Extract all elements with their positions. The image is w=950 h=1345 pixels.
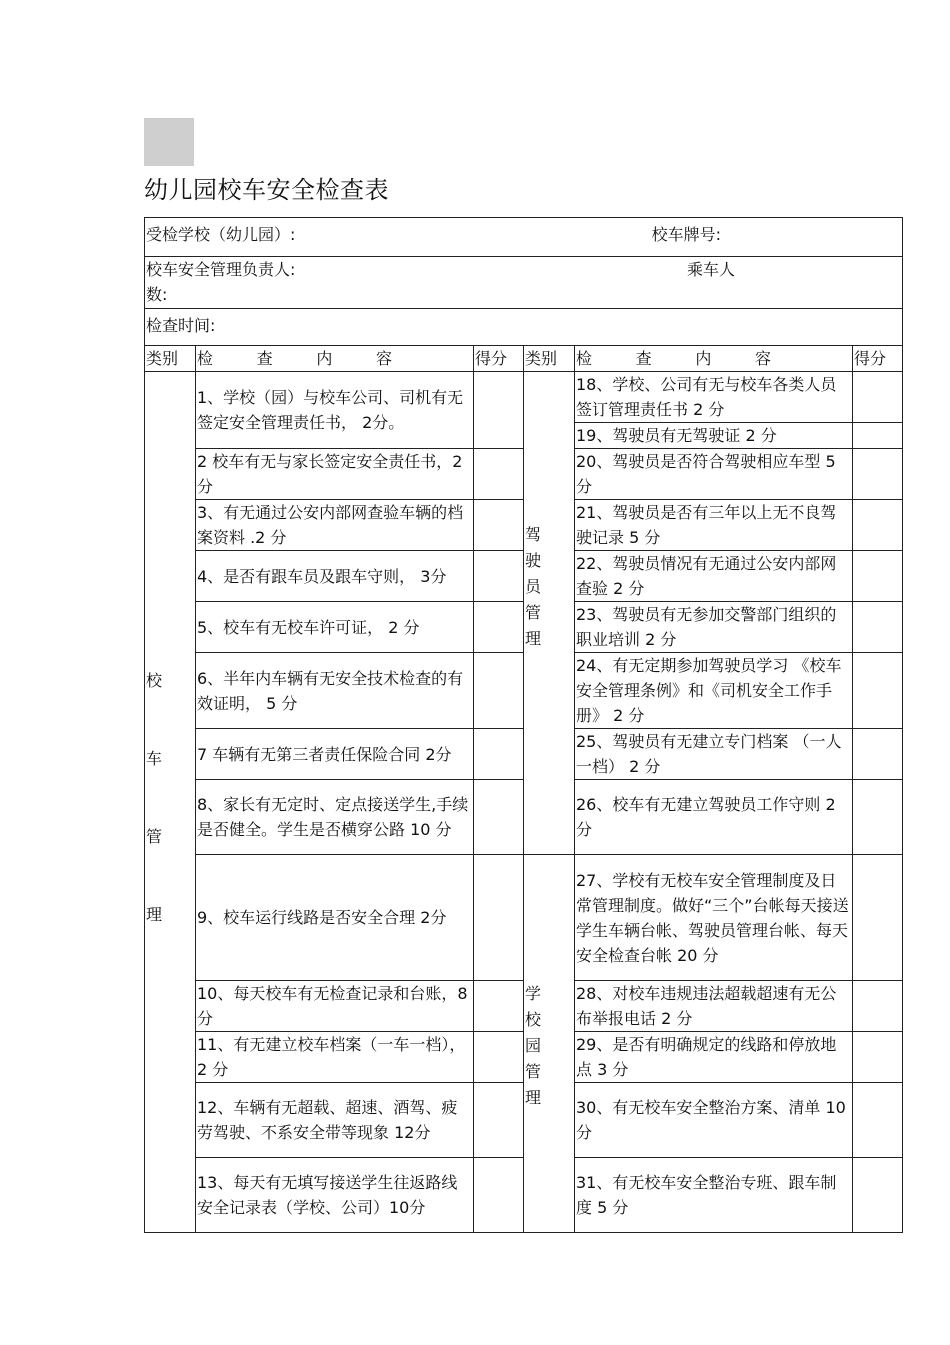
header-gray-block [144,118,194,166]
info-row-school [145,218,903,257]
score-cell-22[interactable] [853,551,903,602]
item-10: 10、每天校车有无检查记录和台账，8 分 [196,981,474,1032]
score-cell-4[interactable] [474,551,524,602]
item-2: 2 校车有无与家长签定安全责任书，2 分 [196,449,474,500]
score-cell-5[interactable] [474,602,524,653]
item-6: 6、半年内车辆有无安全技术检查的有效证明， 5 分 [196,653,474,729]
header-content-2: 检 查 内 容 [575,346,853,372]
item-18: 18、学校、公司有无与校车各类人员签订管理责任书 2 分 [575,372,853,423]
score-cell-11[interactable] [474,1032,524,1083]
school-label: 受检学校（幼儿园）: [146,225,296,244]
item-29: 29、是否有明确规定的线路和停放地点 3 分 [575,1032,853,1083]
category-driver-management: 驾 驶 员 管 理 [524,372,575,855]
item-26: 26、校车有无建立驾驶员工作守则 2 分 [575,780,853,855]
info-row-time [145,309,903,346]
header-content: 检 查 内 容 [196,346,474,372]
page-title: 幼儿园校车安全检查表 [144,176,389,204]
item-28: 28、对校车违规违法超载超速有无公布举报电话 2 分 [575,981,853,1032]
score-cell-12[interactable] [474,1083,524,1158]
item-25: 25、驾驶员有无建立专门档案 （一人一档） 2 分 [575,729,853,780]
inspection-table [144,217,903,1233]
header-category: 类别 [145,346,196,372]
score-cell-13[interactable] [474,1158,524,1233]
item-4: 4、是否有跟车员及跟车守则， 3分 [196,551,474,602]
score-cell-7[interactable] [474,729,524,780]
score-cell-27[interactable] [853,855,903,981]
score-cell-30[interactable] [853,1083,903,1158]
manager-label: 校车安全管理负责人: [146,260,296,279]
score-cell-9[interactable] [474,855,524,981]
item-19: 19、驾驶员有无驾驶证 2 分 [575,423,853,449]
table-row [145,372,903,423]
category-vehicle-management: 校 车 管 理 [145,372,196,1233]
score-cell-24[interactable] [853,653,903,729]
item-22: 22、驾驶员情况有无通过公安内部网查验 2 分 [575,551,853,602]
score-cell-2[interactable] [474,449,524,500]
header-score: 得分 [474,346,524,372]
table-row [145,855,903,981]
score-cell-21[interactable] [853,500,903,551]
score-cell-6[interactable] [474,653,524,729]
item-24: 24、有无定期参加驾驶员学习 《校车安全管理条例》和《司机安全工作手册》 2 分 [575,653,853,729]
category-school-management: 学 校 园 管 理 [524,855,575,1233]
score-cell-3[interactable] [474,500,524,551]
score-cell-25[interactable] [853,729,903,780]
plate-label: 校车牌号: [651,225,721,244]
score-cell-28[interactable] [853,981,903,1032]
item-31: 31、有无校车安全整治专班、跟车制度 5 分 [575,1158,853,1233]
item-30: 30、有无校车安全整治方案、清单 10 分 [575,1083,853,1158]
header-category-2: 类别 [524,346,575,372]
score-cell-26[interactable] [853,780,903,855]
score-cell-20[interactable] [853,449,903,500]
item-23: 23、驾驶员有无参加交警部门组织的职业培训 2 分 [575,602,853,653]
item-21: 21、驾驶员是否有三年以上无不良驾驶记录 5 分 [575,500,853,551]
score-cell-19[interactable] [853,423,903,449]
item-20: 20、驾驶员是否符合驾驶相应车型 5 分 [575,449,853,500]
item-3: 3、有无通过公安内部网查验车辆的档案资料 .2 分 [196,500,474,551]
item-5: 5、校车有无校车许可证， 2 分 [196,602,474,653]
score-cell-23[interactable] [853,602,903,653]
header-row [145,346,903,372]
item-1: 1、学校（园）与校车公司、司机有无签定安全管理责任书， 2分。 [196,372,474,449]
item-7: 7 车辆有无第三者责任保险合同 2分 [196,729,474,780]
score-cell-10[interactable] [474,981,524,1032]
item-13: 13、每天有无填写接送学生往返路线安全记录表（学校、公司）10分 [196,1158,474,1233]
info-row-manager [145,257,903,309]
item-8: 8、家长有无定时、定点接送学生,手续是否健全。学生是否横穿公路 10 分 [196,780,474,855]
item-9: 9、校车运行线路是否安全合理 2分 [196,855,474,981]
riders-label: 乘车人 [686,260,735,279]
score-cell-18[interactable] [853,372,903,423]
score-cell-8[interactable] [474,780,524,855]
header-score-2: 得分 [853,346,903,372]
item-27: 27、学校有无校车安全管理制度及日常管理制度。做好“三个”台帐每天接送学生车辆台帐、驾驶员管理台帐、每天安全检查台帐 20 分 [575,855,853,981]
item-12: 12、车辆有无超载、超速、酒驾、疲劳驾驶、不系安全带等现象 12分 [196,1083,474,1158]
item-11: 11、有无建立校车档案（一车一档），2 分 [196,1032,474,1083]
riders-label-cont: 数: [146,285,168,304]
score-cell-31[interactable] [853,1158,903,1233]
score-cell-1[interactable] [474,372,524,449]
time-label: 检查时间: [145,309,903,346]
score-cell-29[interactable] [853,1032,903,1083]
